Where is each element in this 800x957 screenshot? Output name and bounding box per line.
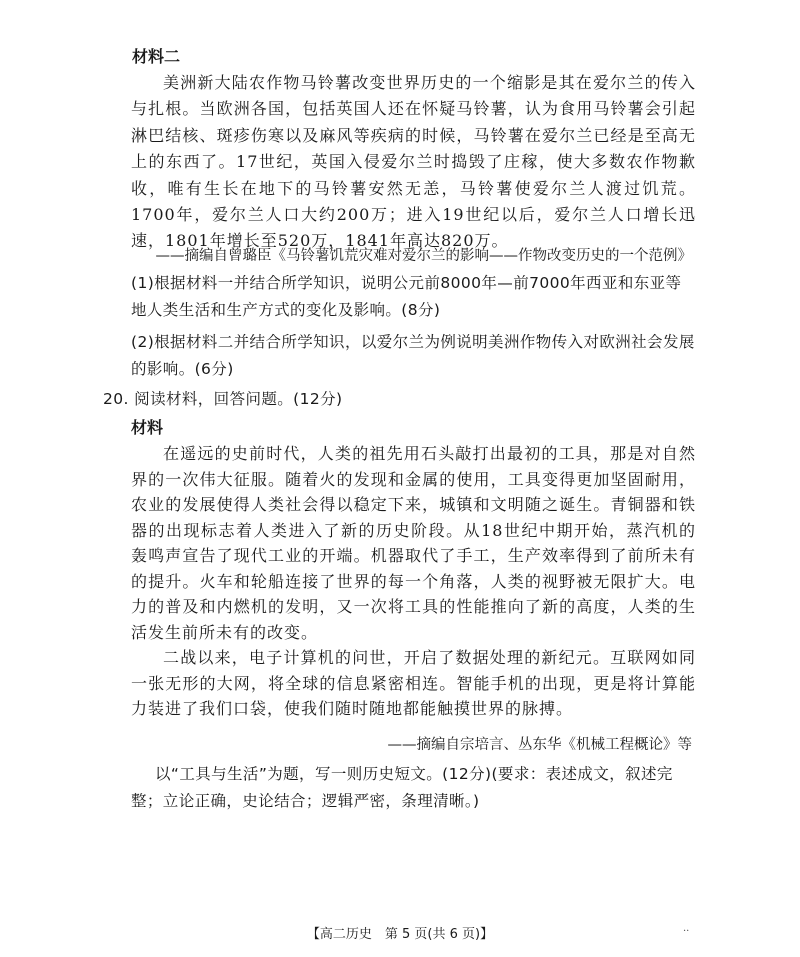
material-heading: 材料 xyxy=(131,418,164,437)
question-19-2: (2)根据材料二并结合所学知识，以爱尔兰为例说明美洲作物传入对欧洲社会发展的影响。(6分) xyxy=(131,333,695,378)
question-20-title: 20. 阅读材料，回答问题。(12分) xyxy=(103,390,343,408)
material-2-heading: 材料二 xyxy=(132,47,181,66)
material-2-source: ——摘编自曾璐臣《马铃薯饥荒灾难对爱尔兰的影响——作物改变历史的一个范例》 xyxy=(155,248,692,264)
question-20-source: ——摘编自宗培言、丛东华《机械工程概论》等 xyxy=(387,737,692,753)
page-footer: 【高二历史 第 5 页(共 6 页)】 xyxy=(306,927,494,942)
question-20-prompt: 以“工具与生活”为题，写一则历史短文。(12分)(要求：表述成文，叙述完整；立论正确，史论结合；逻辑严密，条理清晰。) xyxy=(131,765,673,810)
question-20-paragraph-1: 在遥远的史前时代，人类的祖先用石头敲打出最初的工具，那是对自然界的一次伟大征服。随着火的发现和金属的使用，工具变得更加坚固耐用，农业的发展使得人类社会得以稳定下来，城镇和文明随之诞生。青铜器和铁器的出现标志着人类进入了新的历史阶段。从18世纪中期开始，蒸汽机的轰鸣声宣告了现代工业的开端。机器取代了手工，生产效率得到了前所未有的提升。火车和轮船连接了世界的每一个角落，人类的视野被无限扩大。电力的普及和内燃机的发明，又一次将工具的性能推向了新的高度，人类的生活发生前所未有的改变。 xyxy=(131,444,696,642)
corner-mark: ·· xyxy=(683,926,690,937)
question-20-paragraph-2: 二战以来，电子计算机的问世，开启了数据处理的新纪元。互联网如同一张无形的大网，将全球的信息紧密相连。智能手机的出现，更是将计算能力装进了我们口袋，使我们随时随地都能触摸世界的脉搏。 xyxy=(131,648,696,718)
material-2-paragraph: 美洲新大陆农作物马铃薯改变世界历史的一个缩影是其在爱尔兰的传入与扎根。当欧洲各国，包括英国人还在怀疑马铃薯，认为食用马铃薯会引起淋巴结核、斑疹伤寒以及麻风等疾病的时候，马铃薯在爱尔兰已经是至高无上的东西了。17世纪，英国入侵爱尔兰时捣毁了庄稼，使大多数农作物歉收，唯有生长在地下的马铃薯安然无恙，马铃薯使爱尔兰人渡过饥荒。1700年，爱尔兰人口大约200万；进入19世纪以后，爱尔兰人口增长迅速，1801年增长至520万，1841年高达820万。 xyxy=(131,73,696,251)
question-19-1: (1)根据材料一并结合所学知识，说明公元前8000年—前7000年西亚和东亚等地人类生活和生产方式的变化及影响。(8分) xyxy=(131,274,682,319)
